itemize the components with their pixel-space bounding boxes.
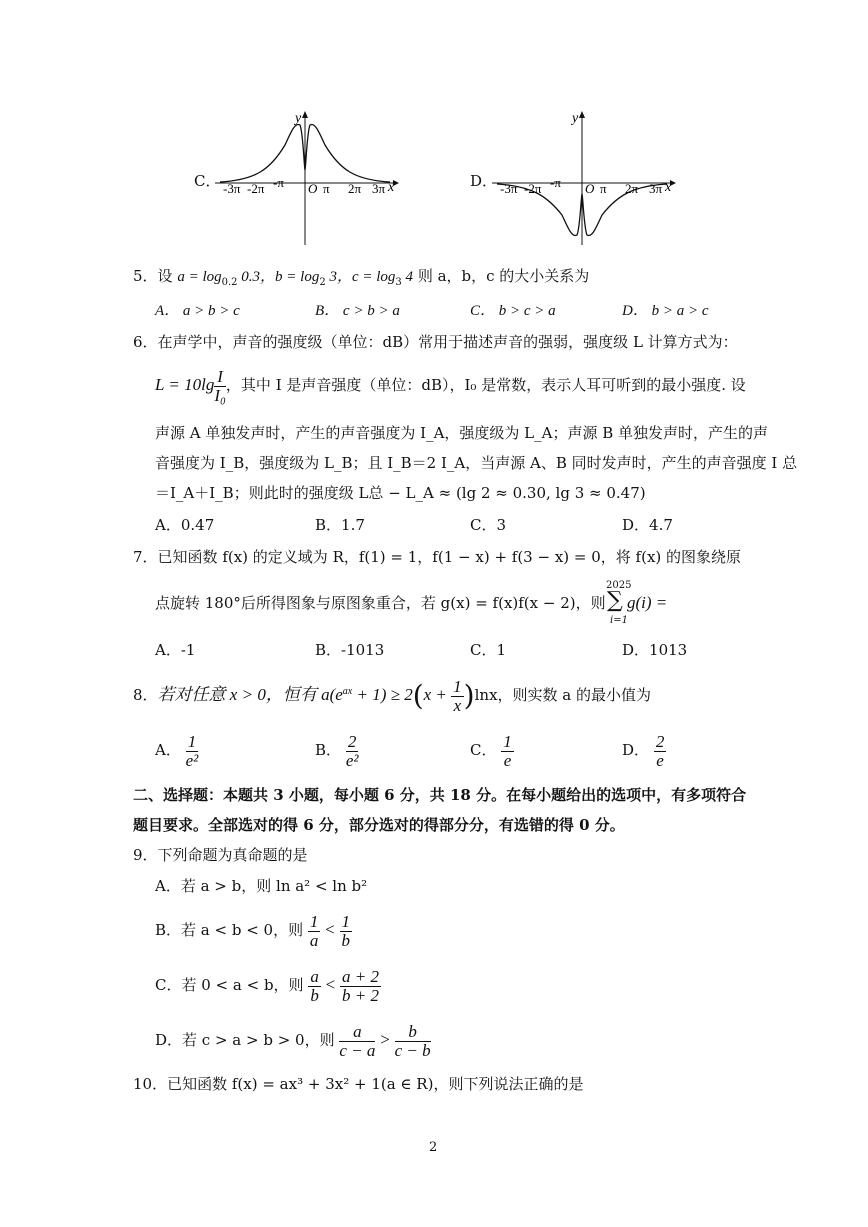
question-10: 10．已知函数 f(x) = ax³ + 3x² + 1(a ∈ R)，则下列说法正确的是 (133, 1075, 584, 1093)
q5-option-c: C． b > c > a (470, 303, 556, 319)
q8-option-a: A． $\frac{1}{\text{e²}}$ (155, 731, 199, 770)
q6-option-c: C．3 (470, 516, 507, 534)
graph-d-tick: 2π (625, 181, 639, 196)
section-2-heading-line2: 题目要求。全部选对的得 6 分，部分选对的得部分分，有选错的得 0 分。 (133, 816, 625, 834)
question-6-line1: 6．在声学中，声音的强度级（单位：dB）常用于描述声音的强弱，强度级 L 计算方式为： (133, 333, 738, 351)
question-5: 5．设 $a = \log_{0.2} 0.3$，$b = \log_2 3$，$c = \log_3 4$ 则 a，b，c 的大小关系为 (133, 267, 590, 288)
q5-option-a: A． a > b > c (155, 303, 240, 319)
graph-d-label: D． (470, 172, 498, 190)
graph-c-tick: O (308, 181, 318, 196)
question-6-line3: 声源 A 单独发声时，产生的声音强度为 I_A，强度级为 L_A；声源 B 单独发声时，产生的声 (155, 424, 769, 442)
q6-option-b: B．1.7 (315, 516, 365, 534)
q9-option-c: C．若 0 < a < b，则 $\frac{a}{b}$ < $\frac{a + 2}{b + 2}$ (155, 966, 379, 1005)
question-7-line1: 7．已知函数 f(x) 的定义域为 R，f(1) = 1，f(1 − x) + f(3 − x) = 0，将 f(x) 的图象绕原 (133, 548, 742, 566)
graph-c-tick: -2π (247, 181, 265, 196)
q5-option-d: D． b > a > c (622, 303, 709, 319)
graph-d-tick: -2π (524, 181, 542, 196)
graph-c-tick: -π (273, 175, 284, 190)
q7-option-c: C．1 (470, 641, 507, 659)
graph-c-tick: 2π (348, 181, 362, 196)
q9-option-b: B．若 a < b < 0，则 $\frac{1}{a}$ < $\frac{1}{b}$ (155, 911, 351, 950)
graph-d-x-label: x (665, 180, 672, 195)
question-9: 9．下列命题为真命题的是 (133, 846, 308, 864)
q7-option-d: D．1013 (622, 641, 688, 659)
question-8: 8．若对任意 x > 0，恒有 $a(e^{ax} + 1) \ge 2(x$ + $\frac{1}{x}$ )lnx，则实数 a 的最小值为 (133, 676, 652, 715)
q7-sum-body: g(i) = (627, 593, 668, 612)
q7-option-a: A．-1 (155, 641, 196, 659)
graph-d-tick: π (600, 181, 607, 196)
q8-option-c: C． $\frac{1}{e}$ (470, 731, 512, 770)
graph-c-tick: π (323, 181, 330, 196)
graph-c (215, 110, 400, 250)
graph-d (492, 110, 677, 250)
q8-option-d: D． $\frac{2}{e}$ (622, 731, 665, 770)
q7-sum-top: 2025 (606, 580, 632, 591)
graph-d-y-label: y (572, 111, 579, 126)
graph-d-tick: O (585, 181, 595, 196)
question-6-line5: ＝I_A＋I_B；则此时的强度级 L总 − L_A ≈ (lg 2 ≈ 0.30, lg 3 ≈ 0.47) (155, 484, 646, 502)
question-6-line2: L = 10lg $\frac{I}{\text{I₀}}$ ，其中 I 是声音强度（单位：dB），I₀ 是常数，表示人耳可听到的最小强度. 设 (155, 366, 746, 405)
q9-option-a: A．若 a > b，则 ln a² < ln b² (155, 877, 368, 895)
graph-c-label: C． (194, 172, 221, 190)
q7-sum-bottom: i=1 (610, 615, 628, 626)
question-7-line2: 点旋转 180°后所得图象与原图象重合，若 g(x) = f(x)f(x − 2)，则 (155, 594, 606, 612)
q9-option-d: D．若 c > a > b > 0，则 $\frac{a}{c - a}$ > $\frac{b}{c - b}$ (155, 1021, 431, 1060)
graph-d-tick: -3π (500, 181, 518, 196)
q7-option-b: B．-1013 (315, 641, 385, 659)
graph-d-tick: 3π (649, 181, 663, 196)
graph-c-x-label: x (388, 180, 395, 195)
q8-option-b: B． $\frac{2}{\text{e²}}$ (315, 731, 359, 770)
graph-c-y-label: y (295, 111, 302, 126)
page-number: 2 (429, 1140, 438, 1155)
section-2-heading-line1: 二、选择题：本题共 3 小题，每小题 6 分，共 18 分。在每小题给出的选项中，有多项符合 (133, 786, 747, 804)
q5-option-b: B． c > b > a (315, 303, 400, 319)
q6-option-a: A．0.47 (155, 516, 215, 534)
graph-d-tick: -π (550, 175, 561, 190)
q7-sum-symbol: ∑ (607, 588, 623, 613)
graph-c-tick: -3π (223, 181, 241, 196)
graph-c-tick: 3π (372, 181, 386, 196)
q6-option-d: D．4.7 (622, 516, 673, 534)
question-6-line4: 音强度为 I_B，强度级为 L_B；且 I_B＝2 I_A，当声源 A、B 同时发声时，产生的声音强度 I 总 (155, 454, 798, 472)
